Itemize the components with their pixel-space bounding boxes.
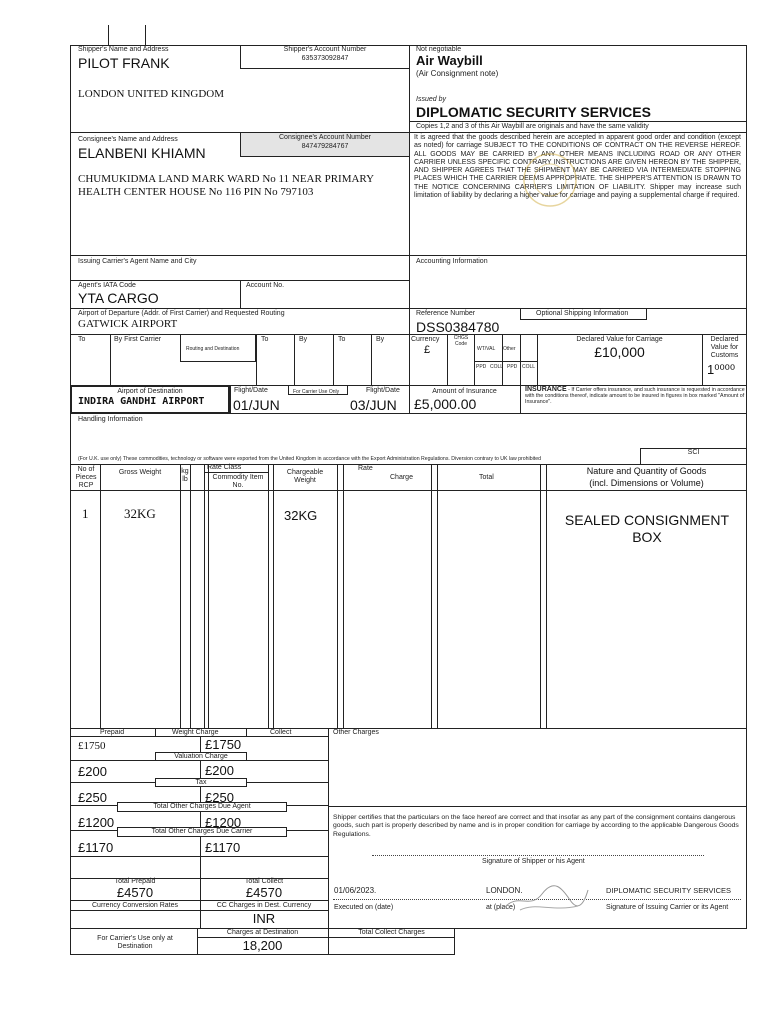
consignee-account-label: Consignee's Account Number — [279, 134, 371, 141]
gross-weight-value: 32KG — [124, 506, 156, 521]
commodity-label: Commodity Item No. — [212, 474, 264, 489]
total-prepaid-label: Total Prepaid — [114, 878, 156, 885]
currency-value: £ — [424, 344, 431, 356]
total-collect-label: Total Collect — [244, 878, 284, 885]
shipper-name: PILOT FRANK — [78, 55, 170, 71]
waybill-subtitle: (Air Consignment note) — [416, 69, 499, 78]
shipper-label: Shipper's Name and Address — [78, 46, 169, 53]
weight-prepaid: £1750 — [78, 740, 106, 752]
consignee-account: 847479284767 — [301, 143, 349, 150]
flight-2: 03/JUN — [350, 397, 397, 413]
insurance-title: INSURANCE — [525, 386, 567, 393]
tax-prepaid: £250 — [78, 790, 107, 805]
weight-charge-label: Weight Charge — [172, 729, 219, 736]
total-prepaid: £4570 — [116, 885, 154, 900]
due-carrier-label: Total Other Charges Due Carrier — [151, 828, 253, 835]
total-label: Total — [479, 474, 494, 481]
chargeable-weight-label: Chargeable Weight — [286, 469, 324, 484]
total-collect-charges-label: Total Collect Charges — [358, 929, 425, 936]
carrier-use-only-label: For Carrier Use Only — [293, 389, 340, 395]
dest-charges-value: 18,200 — [242, 938, 283, 953]
shipper-signature-label: Signature of Shipper or his Agent — [482, 858, 585, 865]
cc-value: INR — [252, 911, 276, 926]
executed-place: LONDON. — [486, 886, 523, 895]
ppd-label-1: PPD — [476, 364, 487, 370]
total-collect: £4570 — [245, 885, 283, 900]
chargeable-weight-value: 32KG — [284, 508, 318, 523]
dims-label: (incl. Dimensions or Volume) — [589, 478, 704, 488]
insurance-note — [525, 387, 745, 405]
agent-prepaid: £1200 — [78, 815, 115, 830]
consignee-address: CHUMUKIDMA LAND MARK WARD No 11 NEAR PRIMARY HEALTH CENTER HOUSE No 116 PIN No 797103 — [78, 173, 374, 198]
valuation-prepaid: £200 — [78, 764, 107, 779]
account-no-label: Account No. — [246, 282, 285, 289]
consignee-label: Consignee's Name and Address — [78, 136, 178, 143]
departure-label: Airport of Departure (Addr. of First Carrier) and Requested Routing — [78, 310, 285, 317]
flight-date-label-1: Flight/Date — [234, 387, 268, 394]
by-label-2: By — [299, 336, 308, 343]
insurance-value: £5,000.00 — [414, 396, 477, 412]
pieces-label: No of Pieces RCP — [75, 466, 97, 489]
customs-value: 1⁰⁰⁰⁰ — [707, 362, 736, 377]
chgs-code-label: CHGS Code — [453, 335, 469, 347]
destination-label: Airport of Destination — [117, 388, 183, 395]
carriage-value-label: Declared Value for Carriage — [576, 336, 663, 343]
shipper-address: LONDON UNITED KINGDOM — [78, 88, 225, 100]
conversion-rates-label: Currency Conversion Rates — [92, 902, 178, 909]
at-place-label: at (place) — [486, 904, 516, 911]
reference-label: Reference Number — [416, 310, 476, 317]
issuer-name: DIPLOMATIC SECURITY SERVICES — [416, 104, 651, 120]
insurance-text: - If Carrier offers insurance, and such insurance is requested in accordance with the conditions thereof, indicate amount to be insured in figures in box marked "Amount of Insurance". — [525, 387, 745, 405]
prepaid-label: Prepaid — [100, 729, 125, 736]
cc-charges-label: CC Charges in Dest. Currency — [216, 902, 312, 909]
iata-value: YTA CARGO — [78, 290, 159, 306]
consignee-name: ELANBENI KHIAMN — [78, 145, 206, 161]
valuation-label: Valuation Charge — [174, 753, 228, 760]
charge-label: Charge — [390, 474, 413, 481]
flight-date-label-2: Flight/Date — [366, 387, 400, 394]
kg-lb-label: kg lb — [181, 468, 189, 483]
carrier-use-dest-label: For Carrier's Use only at Destination — [97, 935, 173, 950]
customs-value-label: Declared Value for Customs — [710, 336, 739, 359]
sci-label: SCI — [687, 449, 700, 456]
accounting-label: Accounting Information — [416, 258, 488, 265]
other-label: Other — [503, 346, 516, 352]
nature-value: SEALED CONSIGNMENT BOX — [564, 512, 730, 545]
carrier-prepaid: £1170 — [78, 840, 114, 855]
coll-label-2: COLL — [522, 364, 536, 370]
tax-label: Tax — [195, 779, 207, 786]
to-label-2: To — [261, 336, 269, 343]
copies-note: Copies 1,2 and 3 of this Air Waybill are originals and have the same validity — [416, 123, 649, 130]
rate-label: Rate — [358, 465, 373, 472]
coll-label-1: COLL — [490, 364, 504, 370]
nature-label: Nature and Quantity of Goods — [586, 466, 707, 476]
to-label-1: To — [78, 336, 86, 343]
executed-on-label: Executed on (date) — [334, 904, 394, 911]
gross-weight-label: Gross Weight — [118, 469, 162, 476]
waybill-title: Air Waybill — [416, 53, 483, 68]
seal-stamp — [520, 150, 580, 210]
tax-collect: £250 — [205, 790, 234, 805]
carriage-value: £10,000 — [594, 344, 645, 360]
certification-text: Shipper certifies that the particulars on the face hereof are correct and that insofar as any part of the consignment contains dangerous goods, such part is properly described by name and is in proper condition for carriage by according to the applicable Dangerous Goods Regulations. — [333, 814, 739, 838]
reference-value: DSS0384780 — [416, 319, 500, 335]
agent-collect: £1200 — [205, 815, 242, 830]
by-label-3: By — [376, 336, 385, 343]
destination-value: INDIRA GANDHI AIRPORT — [78, 396, 205, 407]
shipper-account-label: Shipper's Account Number — [283, 46, 367, 53]
insurance-amount-label: Amount of Insurance — [432, 388, 497, 395]
departure-value: GATWICK AIRPORT — [78, 318, 178, 330]
optional-shipping-label: Optional Shipping Information — [536, 310, 629, 317]
flight-1: 01/JUN — [233, 397, 280, 413]
goods-table — [70, 464, 747, 729]
conditions-text: It is agreed that the goods described herein are accepted in apparent good order and condition (except as noted) for carriage SUBJECT TO THE CONDITIONS OF CONTRACT ON THE REVERSE HEREOF. ALL GOODS MAY BE CARRIED BY ANY OTHER MEANS INCLUDING ROAD OR ANY OTHER CARRIER UNLESS SPECIFIC CONTRARY INSTRUCTIONS ARE GIVEN HEREON BY THE SHIPPER, AND SHIPPER AGREES THAT THE SHIPMENT MAY BE CARRIED VIA INTERMEDIATE STOPPING PLACES WHICH THE CARRIER DEEMS APPROPRIATE. THE SHIPPER'S ATTENTION IS DRAWN TO THE NOTICE CONCERNING CARRIER'S LIMITATION OF LIABILITY. Shipper may increase such limitation of liability by declaring a higher value for carriage and paying a supplemental charge if required. — [414, 134, 741, 200]
pieces-value: 1 — [82, 506, 89, 521]
not-negotiable: Not negotiable — [416, 46, 462, 53]
due-agent-label: Total Other Charges Due Agent — [153, 803, 251, 810]
executed-date: 01/06/2023. — [334, 886, 377, 895]
carrier-name: DIPLOMATIC SECURITY SERVICES — [606, 886, 732, 895]
by-first-carrier-label: By First Carrier — [114, 336, 162, 343]
weight-collect: £1750 — [205, 737, 242, 752]
ppd-label-2: PPD — [507, 364, 518, 370]
dest-charges-label: Charges at Destination — [226, 929, 299, 936]
collect-label: Collect — [270, 729, 292, 736]
export-note: (For U.K. use only) These commodities, technology or software were exported from the United Kingdom in accordance with the Export Administration Regulations. Diversion contrary to UK law prohibited — [78, 456, 541, 462]
signature-mark — [500, 880, 590, 916]
to-label-3: To — [338, 336, 346, 343]
wtval-label: WT/VAL — [477, 346, 496, 352]
carrier-collect: £1170 — [205, 840, 241, 855]
other-charges-label: Other Charges — [333, 729, 379, 736]
routing-destination-label: Routing and Destination — [186, 346, 240, 352]
shipper-account: 635373092847 — [301, 55, 349, 62]
issued-by-label: Issued by — [416, 96, 446, 103]
handling-label: Handling Information — [78, 416, 143, 423]
valuation-collect: £200 — [205, 763, 234, 778]
currency-label: Currency — [411, 336, 440, 343]
iata-label: Agent's IATA Code — [78, 282, 136, 289]
issuing-agent-label: Issuing Carrier's Agent Name and City — [78, 258, 197, 265]
carrier-signature-label: Signature of Issuing Carrier or its Agent — [606, 904, 729, 911]
rate-class-label: Rate Class — [207, 464, 242, 471]
